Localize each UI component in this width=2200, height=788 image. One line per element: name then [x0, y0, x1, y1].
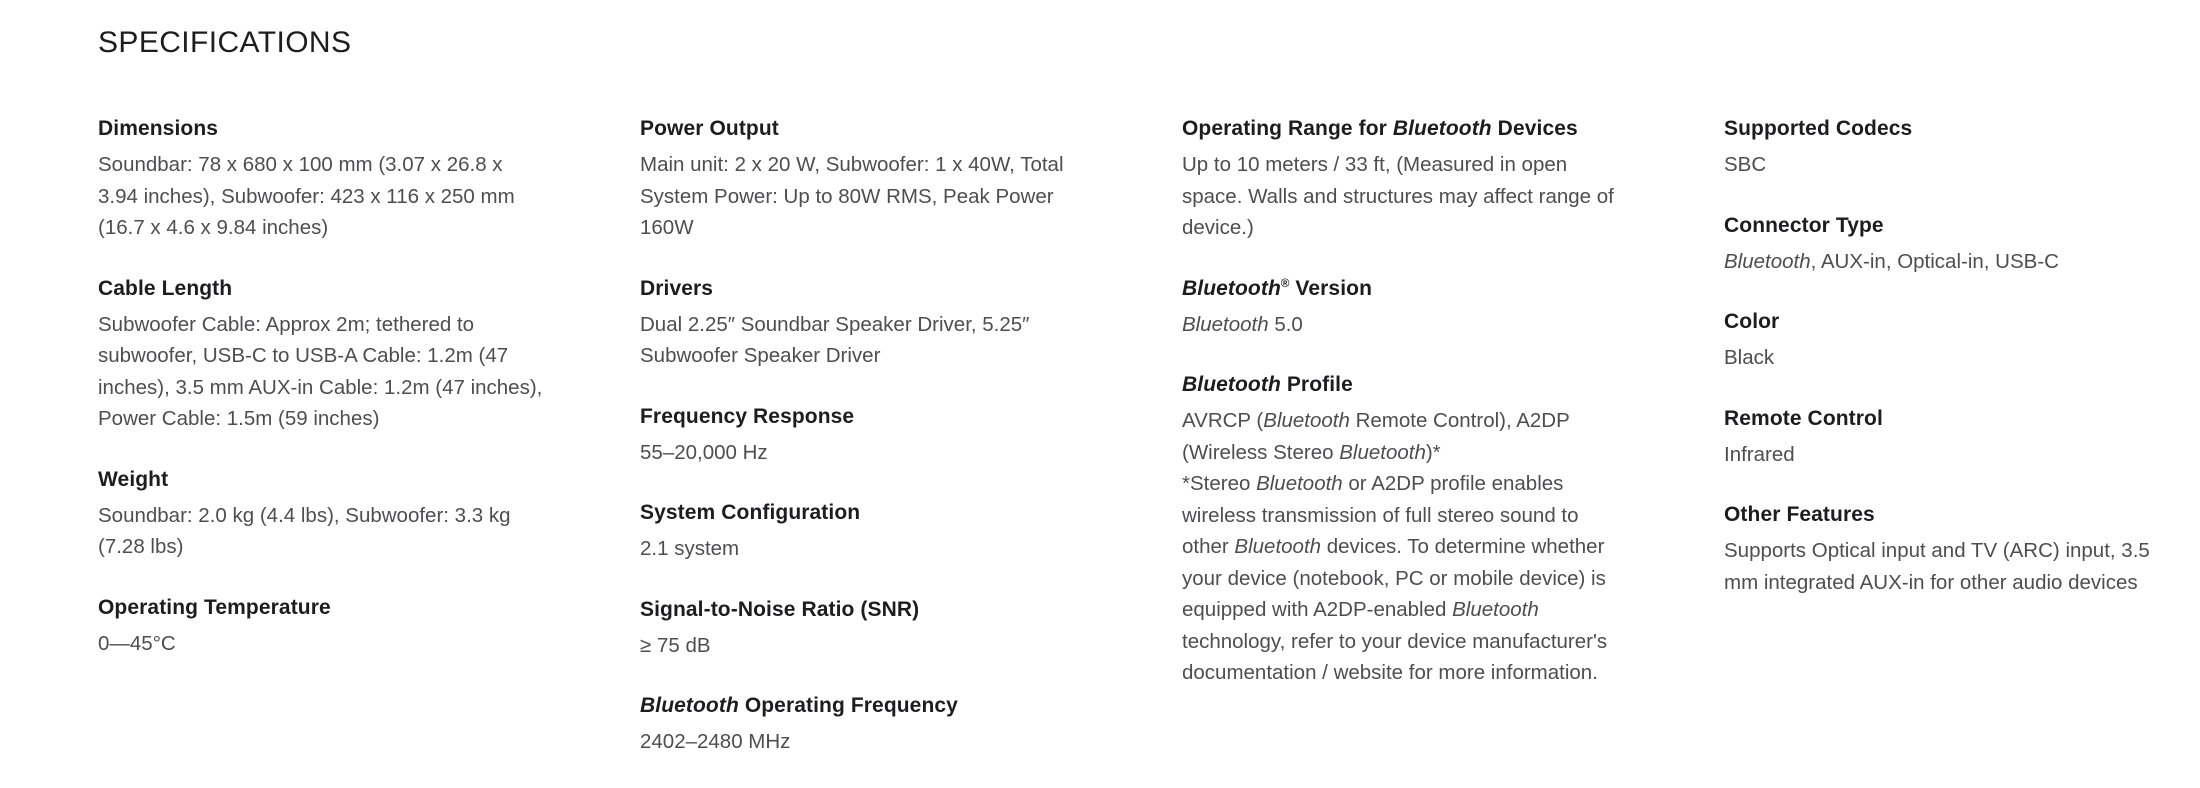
spec-value: Black — [1724, 346, 1775, 369]
spec-column-1 — [98, 116, 543, 659]
page-title: SPECIFICATIONS — [98, 26, 352, 59]
spec-item-power-output — [640, 116, 1085, 244]
spec-item-bluetooth-operating-frequency — [640, 693, 1085, 758]
spec-label: Drivers — [640, 276, 714, 300]
spec-label: Bluetooth® Version — [1182, 276, 1373, 300]
spec-column-3 — [1182, 116, 1627, 689]
spec-value: Infrared — [1724, 442, 1795, 466]
spec-label: Dimensions — [98, 117, 219, 140]
spec-label: Cable Length — [98, 276, 233, 300]
spec-item-color — [1724, 309, 2169, 374]
spec-item-frequency-response — [640, 404, 1085, 469]
spec-value: AVRCP (Bluetooth Remote Control), A2DP (Wireless Stereo Bluetooth)* *Stereo Bluetooth or A2DP profile enables wireless transmission of full stereo sound to other Bluetooth devices. To determine whether your device (notebook, PC or mobile device) is equipped with A2DP-enabled Bluetooth technology, refer to your device manufacturer's documentation / website for more information. — [1182, 409, 1608, 684]
spec-label: Bluetooth Profile — [1182, 373, 1353, 396]
spec-value: Dual 2.25″ Soundbar Speaker Driver, 5.25″ Subwoofer Speaker Driver — [640, 312, 1030, 367]
spec-label: Bluetooth Operating Frequency — [640, 694, 958, 717]
spec-item-dimensions — [98, 116, 543, 244]
spec-item-remote-control — [1724, 406, 2169, 471]
spec-column-4 — [1724, 116, 2169, 598]
spec-item-signal-to-noise-ratio — [640, 597, 1085, 662]
spec-item-weight — [98, 467, 543, 563]
spec-value: Supports Optical input and TV (ARC) input, 3.5 mm integrated AUX-in for other audio devices — [1724, 539, 2150, 594]
spec-item-system-configuration — [640, 500, 1085, 565]
spec-item-bluetooth-profile — [1182, 372, 1627, 689]
spec-value: 2.1 system — [640, 537, 740, 560]
spec-label: Weight — [98, 467, 169, 491]
spec-item-connector-type — [1724, 213, 2169, 278]
spec-value: 0—45°C — [98, 631, 176, 655]
spec-grid — [98, 116, 2200, 758]
spec-label: Connector Type — [1724, 213, 1884, 237]
spec-value: Bluetooth, AUX-in, Optical-in, USB-C — [1724, 249, 2059, 273]
spec-value: Main unit: 2 x 20 W, Subwoofer: 1 x 40W, Total System Power: Up to 80W RMS, Peak Power 160W — [640, 153, 1064, 239]
spec-label: Signal-to-Noise Ratio (SNR) — [640, 597, 920, 621]
spec-value: 55–20,000 Hz — [640, 440, 768, 464]
spec-value: Bluetooth 5.0 — [1182, 312, 1303, 336]
spec-item-supported-codecs — [1724, 116, 2169, 181]
spec-label: Remote Control — [1724, 406, 1883, 430]
spec-column-2 — [640, 116, 1085, 758]
spec-item-drivers — [640, 276, 1085, 372]
spec-value: Soundbar: 2.0 kg (4.4 lbs), Subwoofer: 3.3 kg (7.28 lbs) — [98, 503, 511, 558]
spec-value: Up to 10 meters / 33 ft, (Measured in open space. Walls and structures may affect range of device.) — [1182, 153, 1614, 239]
spec-label: Supported Codecs — [1724, 117, 1913, 140]
spec-item-operating-temperature — [98, 595, 543, 660]
spec-label: Frequency Response — [640, 404, 855, 428]
spec-item-cable-length — [98, 276, 543, 435]
spec-item-operating-range — [1182, 116, 1627, 244]
spec-label: Color — [1724, 310, 1780, 333]
spec-value: 2402–2480 MHz — [640, 730, 791, 753]
spec-item-bluetooth-version — [1182, 276, 1627, 341]
spec-label: Other Features — [1724, 503, 1875, 526]
spec-value: Soundbar: 78 x 680 x 100 mm (3.07 x 26.8 x 3.94 inches), Subwoofer: 423 x 116 x 250 mm (16.7 x 4.6 x 9.84 inches) — [98, 153, 515, 239]
spec-value: Subwoofer Cable: Approx 2m; tethered to subwoofer, USB-C to USB-A Cable: 1.2m (47 inches), 3.5 mm AUX-in Cable: 1.2m (47 inches), Power Cable: 1.5m (59 inches) — [98, 312, 543, 430]
spec-item-other-features — [1724, 502, 2169, 598]
spec-label: Operating Temperature — [98, 595, 331, 619]
spec-label: Power Output — [640, 117, 779, 140]
spec-value: SBC — [1724, 153, 1767, 176]
spec-label: System Configuration — [640, 501, 861, 524]
spec-label: Operating Range for Bluetooth Devices — [1182, 117, 1578, 140]
spec-value: ≥ 75 dB — [640, 633, 711, 657]
